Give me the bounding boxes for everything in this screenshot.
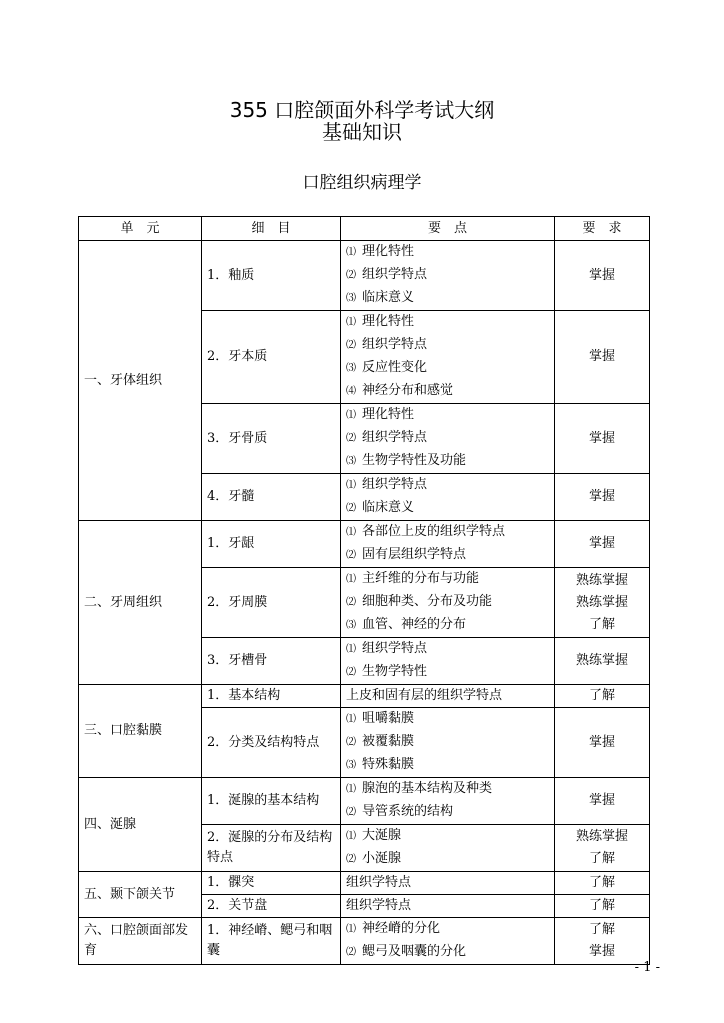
point-text: 腺泡的基本结构及种类 <box>362 781 493 796</box>
points-cell <box>341 521 555 568</box>
item-cell: 1．涎腺的基本结构 <box>202 778 341 825</box>
points-cell <box>341 918 555 965</box>
point-line <box>346 638 549 661</box>
requirement-text: 掌握 <box>588 267 615 283</box>
point-line <box>346 941 549 964</box>
table-row <box>79 241 650 311</box>
item-cell: 2．牙本质 <box>202 311 341 404</box>
requirement-cell <box>555 638 650 685</box>
requirement-cell <box>555 825 650 872</box>
header-item: 细 目 <box>202 217 341 241</box>
point-number: ⑴ <box>346 410 356 421</box>
requirement-cell <box>555 568 650 638</box>
point-line <box>346 311 549 334</box>
point-line <box>346 848 549 871</box>
point-line <box>346 287 549 310</box>
requirement-cell <box>555 311 650 404</box>
point-line <box>346 544 549 567</box>
point-line <box>346 708 549 731</box>
point-number: ⑴ <box>346 714 356 725</box>
point-text: 小涎腺 <box>362 851 402 866</box>
point-line <box>346 895 549 917</box>
point-line <box>346 754 549 777</box>
point-number: ⑴ <box>346 317 356 328</box>
point-line <box>346 474 549 497</box>
requirement-cell <box>555 404 650 474</box>
item-cell: 1．髁突 <box>202 872 341 895</box>
points-cell <box>341 685 555 708</box>
point-line <box>346 614 549 637</box>
point-number: ⑴ <box>346 247 356 258</box>
unit-cell: 五、颞下颌关节 <box>79 872 202 918</box>
requirement-cell <box>555 521 650 568</box>
point-line <box>346 334 549 357</box>
points-cell <box>341 895 555 918</box>
requirement-text: 了解 <box>588 688 615 703</box>
requirement-text: 掌握 <box>588 734 615 750</box>
table-row <box>79 872 650 895</box>
table-header-row <box>79 217 650 241</box>
point-text: 生物学特性 <box>362 664 428 679</box>
item-cell: 1．基本结构 <box>202 685 341 708</box>
point-text: 组织学特点 <box>346 875 412 890</box>
table-row <box>79 521 650 568</box>
point-number: ⑴ <box>346 831 356 842</box>
point-line <box>346 778 549 801</box>
point-number: ⑵ <box>346 550 356 561</box>
points-cell <box>341 638 555 685</box>
points-cell <box>341 311 555 404</box>
table-row <box>79 918 650 965</box>
point-number: ⑵ <box>346 737 356 748</box>
header-points: 要 点 <box>341 217 555 241</box>
point-text: 理化特性 <box>362 314 415 329</box>
item-cell: 1．釉质 <box>202 241 341 311</box>
requirement-text: 了解 <box>588 851 615 866</box>
point-text: 被覆黏膜 <box>362 734 415 749</box>
table-row <box>79 685 650 708</box>
unit-cell: 一、牙体组织 <box>79 241 202 521</box>
point-line <box>346 872 549 894</box>
point-line <box>346 380 549 403</box>
point-line <box>346 521 549 544</box>
point-text: 临床意义 <box>362 500 415 515</box>
point-text: 组织学特点 <box>346 898 412 913</box>
point-number: ⑴ <box>346 574 356 585</box>
table-row <box>79 778 650 825</box>
point-text: 咀嚼黏膜 <box>362 711 415 726</box>
requirement-text: 了解 <box>588 922 615 937</box>
item-cell: 2．关节盘 <box>202 895 341 918</box>
point-number: ⑵ <box>346 854 356 865</box>
requirement-cell <box>555 918 650 965</box>
point-text: 血管、神经的分布 <box>362 617 467 632</box>
requirement-cell <box>555 872 650 895</box>
point-line <box>346 918 549 941</box>
point-line <box>346 450 549 473</box>
point-number: ⑶ <box>346 760 356 771</box>
points-cell <box>341 708 555 778</box>
point-text: 大涎腺 <box>362 828 402 843</box>
requirement-text: 掌握 <box>588 793 615 808</box>
unit-cell: 六、口腔颌面部发育 <box>79 918 202 965</box>
document-title: 355 口腔颌面外科学考试大纲 <box>229 98 495 122</box>
point-text: 组织学特点 <box>362 477 428 492</box>
point-text: 特殊黏膜 <box>362 757 415 772</box>
requirement-text: 熟练掌握 <box>575 594 628 610</box>
point-text: 导管系统的结构 <box>362 804 454 819</box>
point-number: ⑷ <box>346 386 356 397</box>
item-cell: 1．牙龈 <box>202 521 341 568</box>
points-cell <box>341 474 555 521</box>
point-text: 主纤维的分布与功能 <box>362 571 480 586</box>
requirement-cell <box>555 241 650 311</box>
points-cell <box>341 404 555 474</box>
requirement-text: 了解 <box>588 875 615 890</box>
unit-cell: 三、口腔黏膜 <box>79 685 202 778</box>
point-number: ⑴ <box>346 527 356 538</box>
point-number: ⑵ <box>346 947 356 958</box>
point-line <box>346 801 549 824</box>
requirement-cell <box>555 708 650 778</box>
point-text: 组织学特点 <box>362 267 428 282</box>
point-line <box>346 568 549 591</box>
point-text: 各部位上皮的组织学特点 <box>362 524 506 539</box>
point-number: ⑵ <box>346 270 356 281</box>
requirement-text: 掌握 <box>588 536 615 551</box>
point-text: 神经嵴的分化 <box>362 921 441 936</box>
point-text: 理化特性 <box>362 244 415 259</box>
syllabus-table <box>78 216 650 965</box>
point-number: ⑴ <box>346 480 356 491</box>
points-cell <box>341 241 555 311</box>
item-cell: 4．牙髓 <box>202 474 341 521</box>
points-cell <box>341 872 555 895</box>
requirement-text: 掌握 <box>588 489 615 504</box>
point-number: ⑶ <box>346 363 356 374</box>
requirement-text: 了解 <box>588 898 615 913</box>
point-text: 临床意义 <box>362 290 415 305</box>
point-number: ⑵ <box>346 667 356 678</box>
point-line <box>346 427 549 450</box>
point-line <box>346 685 549 707</box>
item-cell: 3．牙槽骨 <box>202 638 341 685</box>
point-number: ⑵ <box>346 597 356 608</box>
item-cell: 2．牙周膜 <box>202 568 341 638</box>
unit-cell: 二、牙周组织 <box>79 521 202 685</box>
requirement-text: 熟练掌握 <box>575 572 628 588</box>
item-cell: 3．牙骨质 <box>202 404 341 474</box>
table-body <box>79 241 650 965</box>
requirement-cell <box>555 685 650 708</box>
point-line <box>346 264 549 287</box>
point-text: 生物学特性及功能 <box>362 453 467 468</box>
point-number: ⑶ <box>346 456 356 467</box>
point-text: 鳃弓及咽囊的分化 <box>362 944 467 959</box>
point-text: 理化特性 <box>362 407 415 422</box>
point-line <box>346 825 549 848</box>
point-text: 固有层组织学特点 <box>362 547 467 562</box>
point-number: ⑵ <box>346 340 356 351</box>
point-number: ⑴ <box>346 784 356 795</box>
point-line <box>346 591 549 614</box>
points-cell <box>341 568 555 638</box>
requirement-text: 熟练掌握 <box>575 829 628 844</box>
points-cell <box>341 825 555 872</box>
point-text: 组织学特点 <box>362 337 428 352</box>
requirement-cell <box>555 474 650 521</box>
document-subtitle: 基础知识 <box>322 120 402 144</box>
point-line <box>346 241 549 264</box>
point-number: ⑵ <box>346 503 356 514</box>
point-text: 神经分布和感觉 <box>362 383 454 398</box>
unit-cell: 四、涎腺 <box>79 778 202 872</box>
point-line <box>346 661 549 684</box>
item-cell: 1．神经嵴、鳃弓和咽囊 <box>202 918 341 965</box>
point-line <box>346 497 549 520</box>
requirement-text: 了解 <box>588 616 615 632</box>
point-text: 反应性变化 <box>362 360 428 375</box>
requirement-text: 掌握 <box>588 944 615 959</box>
point-line <box>346 357 549 380</box>
header-unit: 单 元 <box>79 217 202 241</box>
point-text: 组织学特点 <box>362 430 428 445</box>
requirement-cell <box>555 895 650 918</box>
item-cell: 2．分类及结构特点 <box>202 708 341 778</box>
point-text: 组织学特点 <box>362 641 428 656</box>
point-text: 上皮和固有层的组织学特点 <box>346 688 503 703</box>
point-number: ⑴ <box>346 924 356 935</box>
point-line <box>346 731 549 754</box>
points-cell <box>341 778 555 825</box>
point-number: ⑵ <box>346 433 356 444</box>
point-text: 细胞种类、分布及功能 <box>362 594 493 609</box>
item-cell: 2．涎腺的分布及结构特点 <box>202 825 341 872</box>
requirement-text: 掌握 <box>588 349 615 364</box>
page-number: - 1 - <box>634 960 660 975</box>
point-number: ⑶ <box>346 293 356 304</box>
section-title: 口腔组织病理学 <box>302 173 422 193</box>
requirement-text: 掌握 <box>588 430 615 446</box>
point-number: ⑴ <box>346 644 356 655</box>
point-number: ⑵ <box>346 807 356 818</box>
point-number: ⑶ <box>346 620 356 631</box>
requirement-text: 熟练掌握 <box>575 653 628 668</box>
header-requirement: 要 求 <box>555 217 650 241</box>
requirement-cell <box>555 778 650 825</box>
point-line <box>346 404 549 427</box>
